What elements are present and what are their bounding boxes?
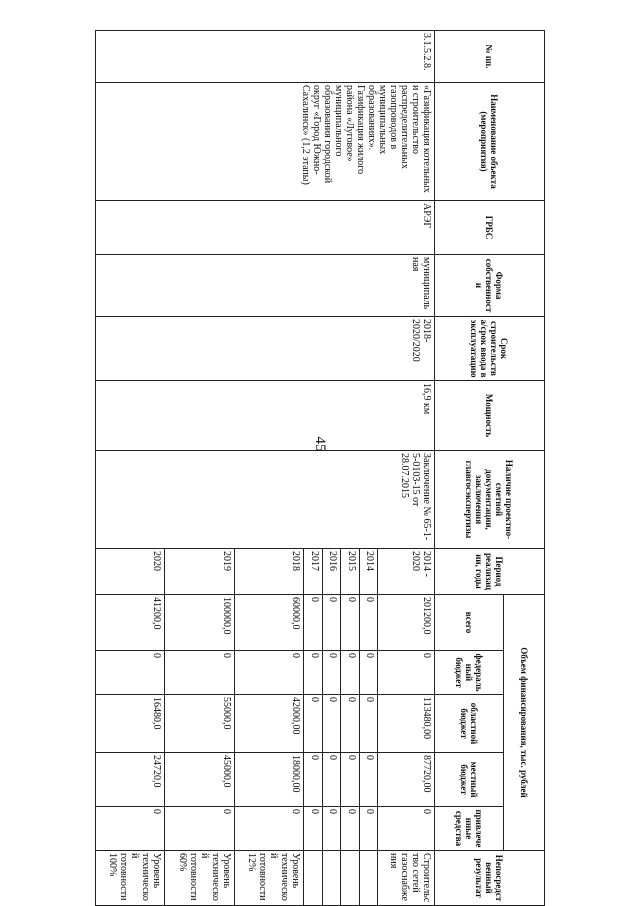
header-ownership: Форма собственности xyxy=(435,255,545,317)
row-result xyxy=(341,851,360,906)
row-local: 0 xyxy=(359,753,378,807)
row-regional: 0 xyxy=(304,695,323,753)
financing-table xyxy=(95,30,545,906)
row-total: 41200,0 xyxy=(96,595,166,651)
row-federal: 0 xyxy=(322,651,341,695)
row-federal: 0 xyxy=(378,651,435,695)
header-regional: областной бюджет xyxy=(435,695,504,753)
row-attracted: 0 xyxy=(322,807,341,851)
row-period: 2020 xyxy=(96,549,166,595)
header-grbs: ГРБС xyxy=(435,201,545,255)
row-federal: 0 xyxy=(234,651,303,695)
row-regional: 42000,00 xyxy=(234,695,303,753)
object-design-docs: Заключение № 65-1-5-0103-15 от 28.07.2015 xyxy=(96,451,435,549)
row-attracted: 0 xyxy=(96,807,166,851)
row-result: Строительство сетей газоснабжения xyxy=(378,851,435,906)
row-period: 2016 xyxy=(322,549,341,595)
row-attracted: 0 xyxy=(341,807,360,851)
row-attracted: 0 xyxy=(234,807,303,851)
row-local: 0 xyxy=(322,753,341,807)
header-impl-period: Период реализации, годы xyxy=(435,549,545,595)
row-result: Уровень технической готовности 100% xyxy=(96,851,166,906)
header-design-docs: Наличие проектно-сметной документации, заключения главгосэкспертизы xyxy=(435,451,545,549)
row-local: 0 xyxy=(304,753,323,807)
header-federal: федеральный бюджет xyxy=(435,651,504,695)
header-no: № пп. xyxy=(435,31,545,83)
row-attracted: 0 xyxy=(378,807,435,851)
rotated-table-frame xyxy=(95,30,545,903)
row-local: 45000,0 xyxy=(165,753,234,807)
row-regional: 0 xyxy=(322,695,341,753)
object-grbs: АРЭГ xyxy=(96,201,435,255)
row-result xyxy=(359,851,378,906)
row-total: 0 xyxy=(359,595,378,651)
row-local: 0 xyxy=(341,753,360,807)
object-capacity: 16,9 км xyxy=(96,381,435,451)
object-ownership: муниципальная xyxy=(96,255,435,317)
header-attracted: привлеченные средства xyxy=(435,807,504,851)
row-attracted: 0 xyxy=(359,807,378,851)
row-local: 24720,0 xyxy=(96,753,166,807)
header-financing-group: Объем финансирования, тыс. рублей xyxy=(504,595,545,851)
row-regional: 113480,00 xyxy=(378,695,435,753)
row-federal: 0 xyxy=(359,651,378,695)
row-period: 2014 xyxy=(359,549,378,595)
row-federal: 0 xyxy=(304,651,323,695)
header-result: Непосредственный результат xyxy=(435,851,545,906)
row-attracted: 0 xyxy=(304,807,323,851)
row-total: 100000,0 xyxy=(165,595,234,651)
page-number: 45 xyxy=(312,436,328,452)
object-construction-period: 2018-2020/2020 xyxy=(96,317,435,381)
row-regional: 0 xyxy=(359,695,378,753)
header-construction-period: Срок строительства/срок ввода в эксплуатацию xyxy=(435,317,545,381)
row-total: 0 xyxy=(322,595,341,651)
row-result: Уровень технической готовности 60% xyxy=(165,851,234,906)
row-result xyxy=(304,851,323,906)
header-capacity: Мощность xyxy=(435,381,545,451)
row-federal: 0 xyxy=(96,651,166,695)
row-local: 87720,00 xyxy=(378,753,435,807)
row-regional: 55000,0 xyxy=(165,695,234,753)
row-result xyxy=(322,851,341,906)
header-total: всего xyxy=(435,595,504,651)
row-regional: 16480,0 xyxy=(96,695,166,753)
header-local: местный бюджет xyxy=(435,753,504,807)
row-period: 2018 xyxy=(234,549,303,595)
row-federal: 0 xyxy=(341,651,360,695)
object-no: 3.1.5.2.8. xyxy=(96,31,435,83)
row-period: 2019 xyxy=(165,549,234,595)
table-row xyxy=(378,31,435,906)
row-period: 2017 xyxy=(304,549,323,595)
row-total: 0 xyxy=(341,595,360,651)
row-total: 201200,0 xyxy=(378,595,435,651)
row-period: 2015 xyxy=(341,549,360,595)
row-attracted: 0 xyxy=(165,807,234,851)
row-period: 2014 - 2020 xyxy=(378,549,435,595)
table-container xyxy=(95,30,545,903)
object-name: «Газификация котельных и строительство распределительных газопроводов в муниципальных образованиях». Газификация жилого района «Луговое» муниципального образования городской округ «Город Южно-Сахалинск» (1,2 этапы) xyxy=(96,83,435,201)
row-regional: 0 xyxy=(341,695,360,753)
row-federal: 0 xyxy=(165,651,234,695)
row-local: 18000,00 xyxy=(234,753,303,807)
header-name: Наименование объекта (мероприятия) xyxy=(435,83,545,201)
row-total: 60000,0 xyxy=(234,595,303,651)
row-result: Уровень технической готовности 12% xyxy=(234,851,303,906)
row-total: 0 xyxy=(304,595,323,651)
